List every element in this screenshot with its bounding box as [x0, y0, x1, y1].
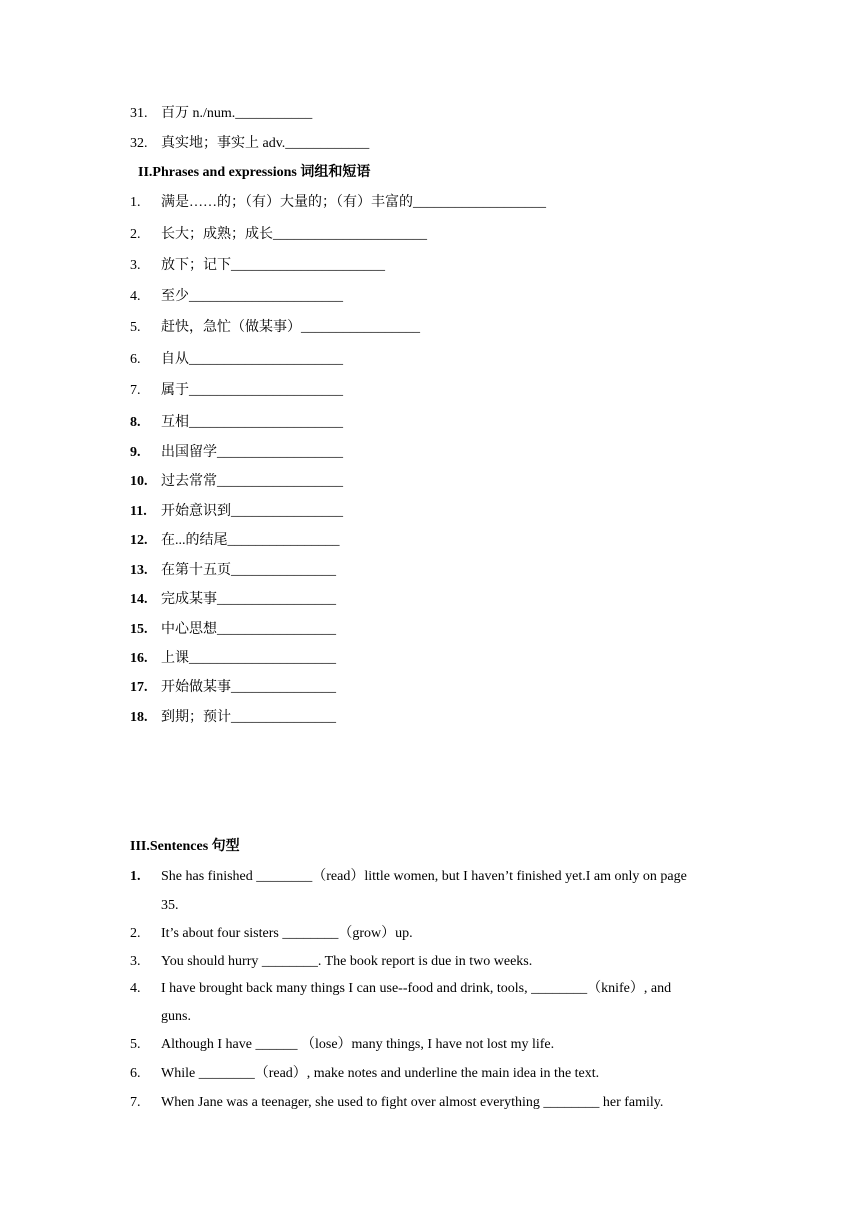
item-text: 开始做某事_______________: [161, 680, 336, 695]
item-number: 2.: [130, 227, 141, 242]
item-number: 8.: [130, 415, 141, 430]
item-number: 9.: [130, 445, 141, 460]
item-text: 开始意识到________________: [161, 504, 343, 519]
section-heading-sentences: III.Sentences 句型: [130, 839, 240, 854]
item-number: 13.: [130, 563, 148, 578]
item-text: I have brought back many things I can use--food and drink, tools, ________（knife）, and: [161, 981, 672, 996]
item-text: 上课_____________________: [161, 651, 336, 666]
item-number: 16.: [130, 651, 148, 666]
item-text: 放下；记下______________________: [161, 258, 385, 273]
item-number: 5.: [130, 1037, 141, 1052]
item-text: 出国留学__________________: [161, 445, 343, 460]
item-text: 满是……的；（有）大量的；（有）丰富的___________________: [161, 195, 546, 210]
item-number: 15.: [130, 622, 148, 637]
item-number: 1.: [130, 195, 141, 210]
sentence-continuation: guns.: [161, 1009, 191, 1024]
item-number: 12.: [130, 533, 148, 548]
item-number: 17.: [130, 680, 148, 695]
item-text: 完成某事_________________: [161, 592, 336, 607]
item-text: It’s about four sisters ________（grow）up.: [161, 926, 413, 941]
item-number: 18.: [130, 710, 148, 725]
item-text: 过去常常__________________: [161, 474, 343, 489]
item-number: 1.: [130, 869, 141, 884]
item-text: When Jane was a teenager, she used to fight over almost everything ________ her family.: [161, 1095, 664, 1110]
item-text: 中心思想_________________: [161, 622, 336, 637]
item-text: 在第十五页_______________: [161, 563, 336, 578]
item-text: 长大；成熟；成长______________________: [161, 227, 427, 242]
item-text: She has finished ________（read）little women, but I haven’t finished yet.I am only on page: [161, 869, 687, 884]
item-number: 32.: [130, 136, 148, 151]
item-number: 7.: [130, 383, 141, 398]
item-number: 3.: [130, 258, 141, 273]
item-text: 属于______________________: [161, 383, 343, 398]
item-number: 3.: [130, 954, 141, 969]
item-number: 6.: [130, 1066, 141, 1081]
item-text: Although I have ______ （lose）many things, I have not lost my life.: [161, 1037, 555, 1052]
item-text: 互相______________________: [161, 415, 343, 430]
item-number: 31.: [130, 106, 148, 121]
item-number: 5.: [130, 320, 141, 335]
item-text: 赶快，急忙（做某事）_________________: [161, 320, 420, 335]
section-heading-phrases: II.Phrases and expressions 词组和短语: [138, 165, 371, 180]
item-number: 11.: [130, 504, 147, 519]
item-text: 至少______________________: [161, 289, 343, 304]
item-text: 到期；预计_______________: [161, 710, 336, 725]
item-text: 自从______________________: [161, 352, 343, 367]
item-text: 百万 n./num.___________: [161, 106, 313, 121]
item-number: 14.: [130, 592, 148, 607]
item-number: 4.: [130, 289, 141, 304]
item-text: You should hurry ________. The book report is due in two weeks.: [161, 954, 533, 969]
item-number: 2.: [130, 926, 141, 941]
item-text: 真实地；事实上 adv.____________: [161, 136, 370, 151]
item-number: 4.: [130, 981, 141, 996]
item-number: 6.: [130, 352, 141, 367]
item-text: 在...的结尾________________: [161, 533, 340, 548]
item-number: 10.: [130, 474, 148, 489]
sentence-continuation: 35.: [161, 898, 179, 913]
item-number: 7.: [130, 1095, 141, 1110]
item-text: While ________（read）, make notes and underline the main idea in the text.: [161, 1066, 600, 1081]
